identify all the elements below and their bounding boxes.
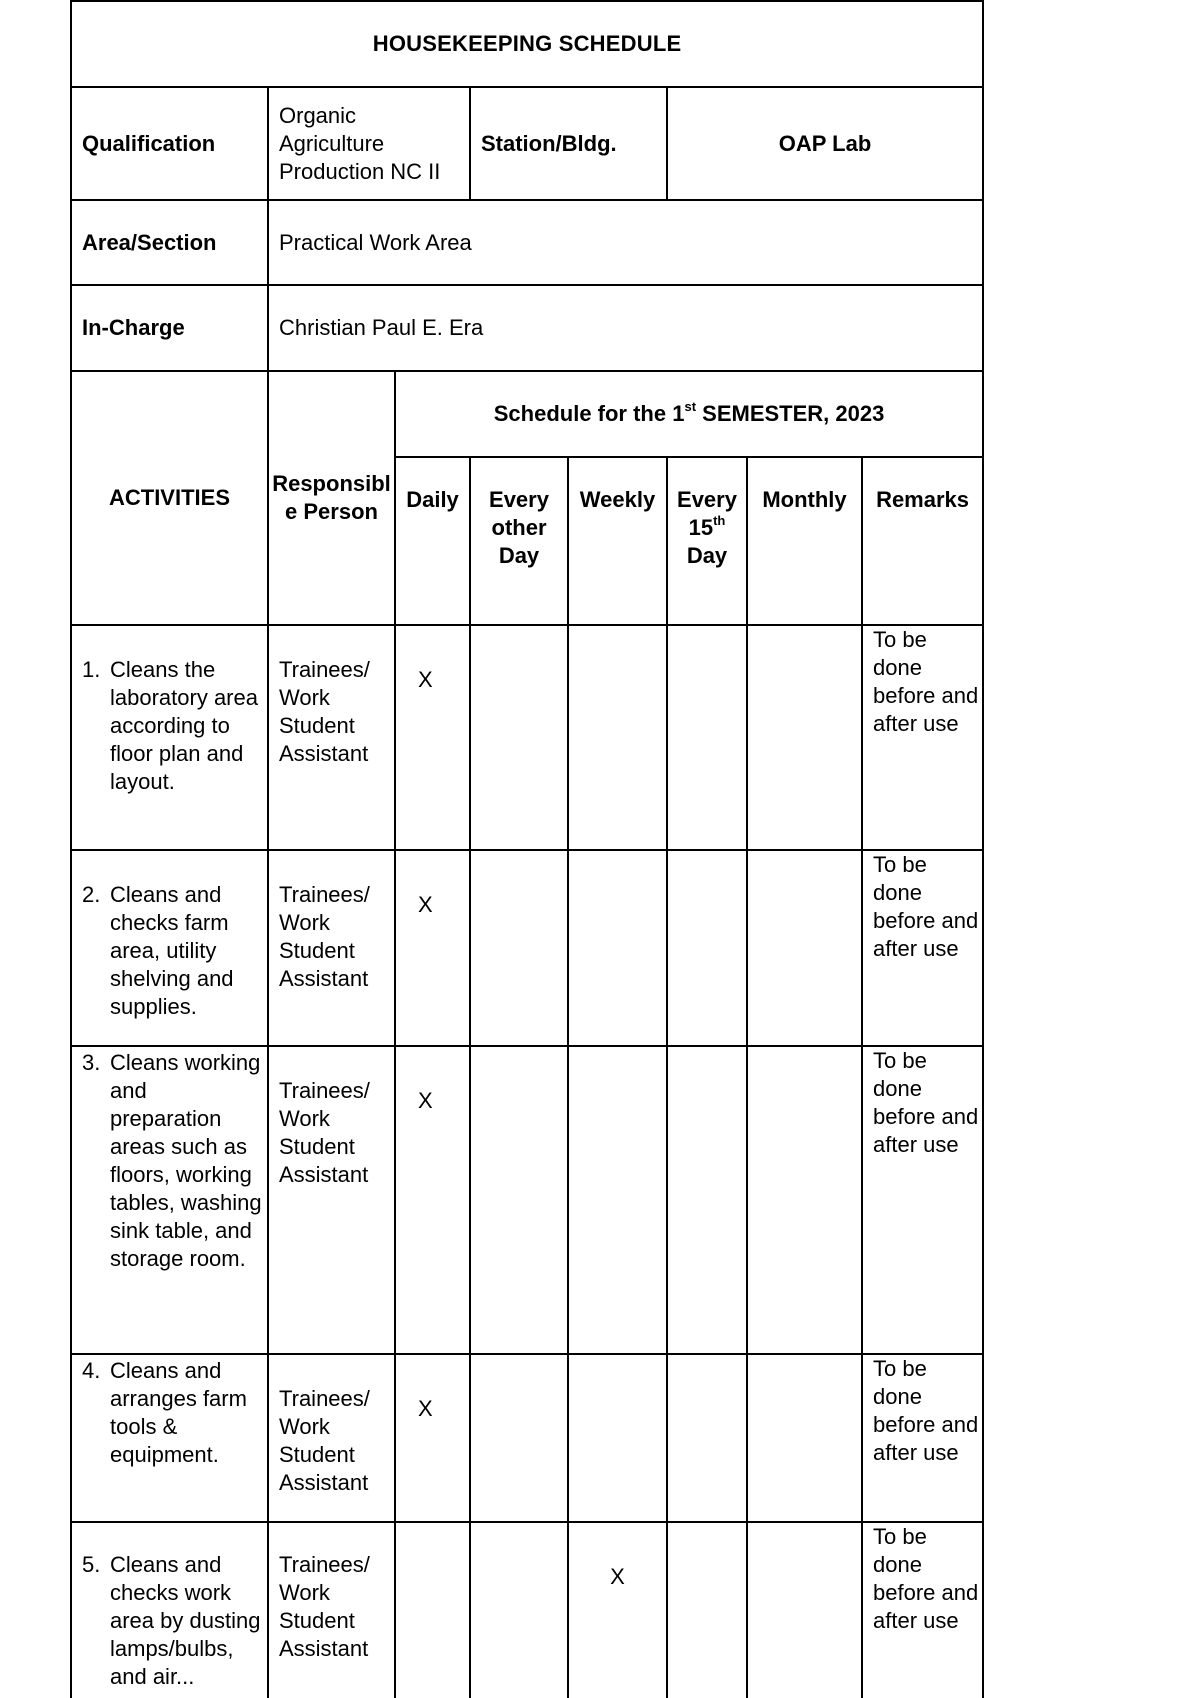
weekly-cell — [568, 625, 667, 850]
daily-header-text: Daily — [406, 487, 459, 512]
activity-number: 2. — [82, 882, 101, 907]
daily-cell: X — [395, 625, 470, 850]
weekly-header-text: Weekly — [579, 487, 656, 512]
every-other-day-cell — [470, 1354, 568, 1522]
activity-text: Cleans the laboratory area according to floor plan and layout. — [110, 657, 258, 794]
daily-cell: X — [395, 850, 470, 1046]
table-row — [71, 625, 983, 850]
remarks-header-text: Remarks — [876, 487, 970, 512]
activities-header: ACTIVITIES — [71, 371, 268, 625]
housekeeping-schedule-table — [70, 0, 984, 1698]
monthly-header-text: Monthly — [762, 487, 847, 512]
table-row — [71, 1354, 983, 1522]
weekly-cell: X — [568, 1522, 667, 1698]
monthly-header — [747, 457, 862, 625]
remarks-cell: To be done before and after use — [862, 1522, 983, 1698]
every-other-day-cell — [470, 625, 568, 850]
table-row — [71, 1046, 983, 1354]
schedule-sup: st — [684, 398, 697, 414]
station-label: Station/Bldg. — [470, 87, 667, 200]
monthly-cell — [747, 1354, 862, 1522]
area-label: Area/Section — [71, 200, 268, 285]
remarks-cell: To be done before and after use — [862, 1354, 983, 1522]
every-other-day-header — [470, 457, 568, 625]
every-15th-suffix: Day — [686, 543, 728, 568]
every-15th-day-cell — [667, 850, 747, 1046]
responsible-cell: Trainees/ Work Student Assistant — [268, 850, 395, 1046]
every-15th-day-header — [667, 457, 747, 625]
area-row — [71, 200, 983, 285]
every-15th-prefix: Every 15 — [677, 487, 737, 540]
qualification-label: Qualification — [71, 87, 268, 200]
daily-cell — [395, 1522, 470, 1698]
monthly-cell — [747, 850, 862, 1046]
activity-number: 3. — [82, 1050, 101, 1075]
responsible-header — [268, 371, 395, 625]
remarks-header — [862, 457, 983, 625]
activity-number: 4. — [82, 1358, 101, 1383]
activity-text: Cleans and checks farm area, utility shelving and supplies. — [110, 882, 234, 1019]
activity-cell — [71, 625, 268, 850]
table-row — [71, 1522, 983, 1698]
responsible-header-text: Responsible Person — [272, 471, 391, 524]
incharge-label: In-Charge — [71, 285, 268, 371]
every-15th-day-cell — [667, 1354, 747, 1522]
remarks-cell: To be done before and after use — [862, 625, 983, 850]
monthly-cell — [747, 1522, 862, 1698]
activity-cell — [71, 850, 268, 1046]
activity-text: Cleans working and preparation areas such as floors, working tables, washing sink table, and storage room. — [110, 1050, 262, 1271]
title-row — [71, 1, 983, 87]
incharge-value: Christian Paul E. Era — [268, 285, 983, 371]
schedule-title: HOUSEKEEPING SCHEDULE — [71, 1, 983, 87]
responsible-cell: Trainees/ Work Student Assistant — [268, 1046, 395, 1354]
responsible-cell: Trainees/ Work Student Assistant — [268, 1354, 395, 1522]
every-other-day-cell — [470, 1046, 568, 1354]
every-15th-day-cell — [667, 625, 747, 850]
every-15th-day-cell — [667, 1046, 747, 1354]
table-row — [71, 850, 983, 1046]
qualification-value: Organic Agriculture Production NC II — [268, 87, 470, 200]
qualification-row — [71, 87, 983, 200]
responsible-cell: Trainees/ Work Student Assistant — [268, 1522, 395, 1698]
schedule-header-row — [71, 371, 983, 457]
incharge-row — [71, 285, 983, 371]
every-other-day-header-text: Every other Day — [489, 487, 549, 568]
station-value: OAP Lab — [667, 87, 983, 200]
activity-text: Cleans and checks work area by dusting lamps/bulbs, and air... — [110, 1552, 261, 1689]
daily-header — [395, 457, 470, 625]
every-other-day-cell — [470, 850, 568, 1046]
schedule-semester-header — [395, 371, 983, 457]
activity-cell — [71, 1522, 268, 1698]
weekly-header — [568, 457, 667, 625]
weekly-cell — [568, 850, 667, 1046]
activity-cell — [71, 1354, 268, 1522]
daily-cell: X — [395, 1354, 470, 1522]
activity-text: Cleans and arranges farm tools & equipment. — [110, 1358, 247, 1467]
monthly-cell — [747, 625, 862, 850]
remarks-cell: To be done before and after use — [862, 1046, 983, 1354]
monthly-cell — [747, 1046, 862, 1354]
remarks-cell: To be done before and after use — [862, 850, 983, 1046]
weekly-cell — [568, 1046, 667, 1354]
schedule-prefix: Schedule for the 1 — [493, 401, 685, 426]
daily-cell: X — [395, 1046, 470, 1354]
activity-number: 5. — [82, 1552, 101, 1577]
schedule-suffix: SEMESTER, 2023 — [696, 401, 885, 426]
area-value: Practical Work Area — [268, 200, 983, 285]
responsible-cell: Trainees/ Work Student Assistant — [268, 625, 395, 850]
activity-number: 1. — [82, 657, 101, 682]
every-15th-day-cell — [667, 1522, 747, 1698]
activity-cell — [71, 1046, 268, 1354]
every-other-day-cell — [470, 1522, 568, 1698]
every-15th-sup: th — [713, 512, 726, 528]
weekly-cell — [568, 1354, 667, 1522]
